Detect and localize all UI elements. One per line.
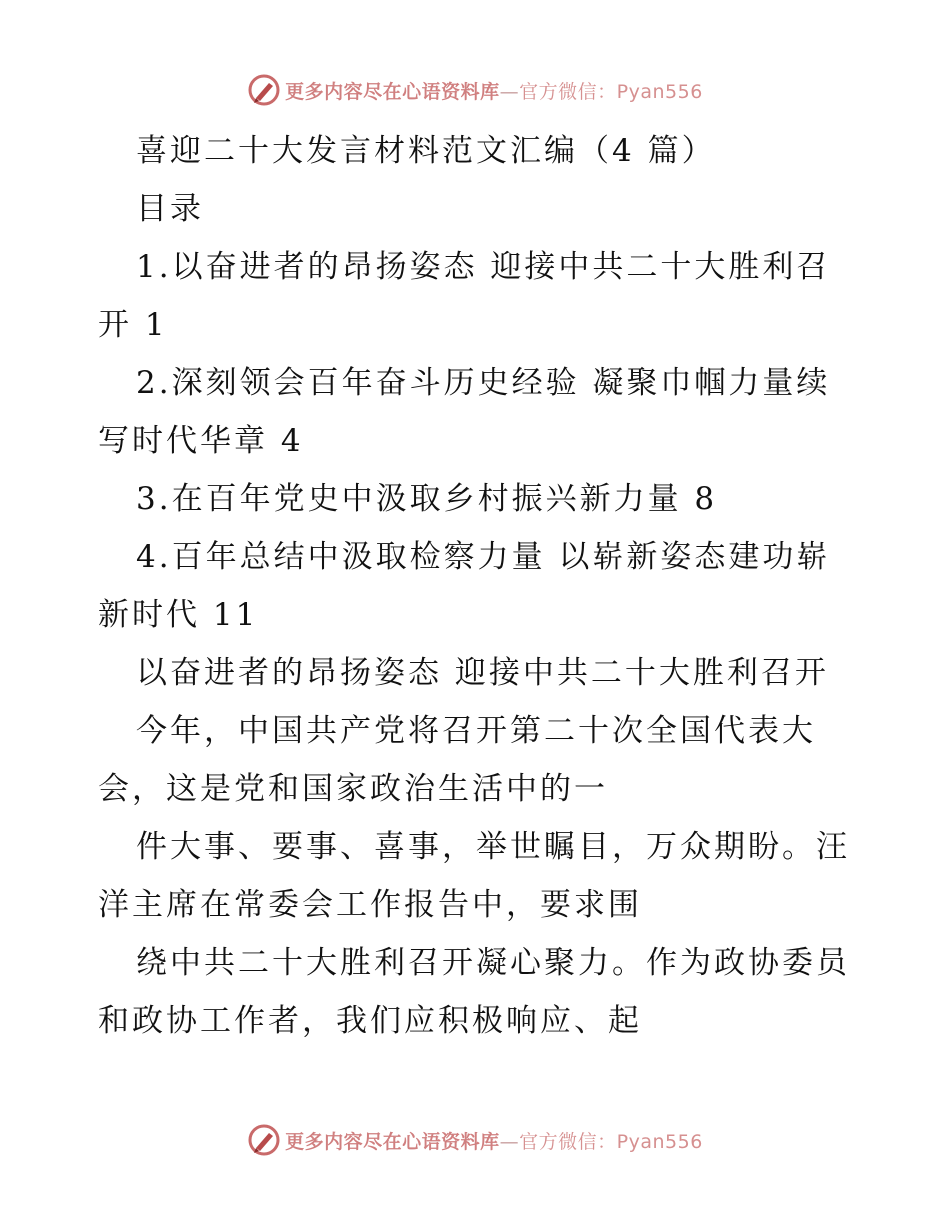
paragraph-2-line-2: 洋主席在常委会工作报告中，要求围 bbox=[98, 887, 642, 923]
toc-entry-1-line-2: 开 1 bbox=[98, 307, 168, 343]
toc-entry-4 bbox=[98, 528, 858, 644]
toc-entry-2-line-2: 写时代华章 4 bbox=[98, 423, 304, 459]
header-separator: — bbox=[499, 80, 520, 103]
header-brand-text: 更多内容尽在心语资料库 bbox=[285, 80, 500, 103]
toc-entry-3-line-1: 3.在百年党史中汲取乡村振兴新力量 8 bbox=[136, 481, 718, 517]
toc-entry-1 bbox=[98, 238, 858, 354]
paragraph-3 bbox=[98, 934, 858, 1050]
toc-entry-1-line-1: 1.以奋进者的昂扬姿态 迎接中共二十大胜利召 bbox=[136, 249, 831, 285]
footer-separator: — bbox=[499, 1130, 520, 1153]
toc-entry-4-line-2: 新时代 11 bbox=[98, 597, 259, 633]
paragraph-1 bbox=[98, 702, 858, 818]
document-body bbox=[98, 122, 858, 1050]
header-watermark-text bbox=[285, 77, 703, 104]
toc-entry-4-line-1: 4.百年总结中汲取检察力量 以崭新姿态建功崭 bbox=[136, 539, 831, 575]
toc-entry-2-line-1: 2.深刻领会百年奋斗历史经验 凝聚巾帼力量续 bbox=[136, 365, 831, 401]
footer-watermark-banner bbox=[0, 1118, 950, 1162]
pen-logo-icon bbox=[247, 1123, 281, 1157]
paragraph-2 bbox=[98, 818, 858, 934]
footer-brand-text: 更多内容尽在心语资料库 bbox=[285, 1130, 500, 1153]
section-title: 以奋进者的昂扬姿态 迎接中共二十大胜利召开 bbox=[136, 655, 829, 691]
header-contact-text: 官方微信：Pyan556 bbox=[519, 80, 703, 103]
toc-heading: 目录 bbox=[136, 191, 204, 227]
paragraph-1-line-2: 会，这是党和国家政治生活中的一 bbox=[98, 771, 608, 807]
document-title: 喜迎二十大发言材料范文汇编（4 篇） bbox=[136, 133, 716, 169]
toc-entry-3 bbox=[98, 470, 858, 528]
header-watermark-banner bbox=[0, 68, 950, 112]
paragraph-3-line-1: 绕中共二十大胜利召开凝心聚力。作为政协委员 bbox=[136, 945, 850, 981]
pen-logo-icon bbox=[247, 73, 281, 107]
paragraph-2-line-1: 件大事、要事、喜事，举世瞩目，万众期盼。汪 bbox=[136, 829, 850, 865]
paragraph-3-line-2: 和政协工作者，我们应积极响应、起 bbox=[98, 1003, 642, 1039]
toc-entry-2 bbox=[98, 354, 858, 470]
paragraph-1-line-1: 今年，中国共产党将召开第二十次全国代表大 bbox=[136, 713, 816, 749]
footer-watermark-text bbox=[285, 1127, 703, 1154]
footer-contact-text: 官方微信：Pyan556 bbox=[519, 1130, 703, 1153]
